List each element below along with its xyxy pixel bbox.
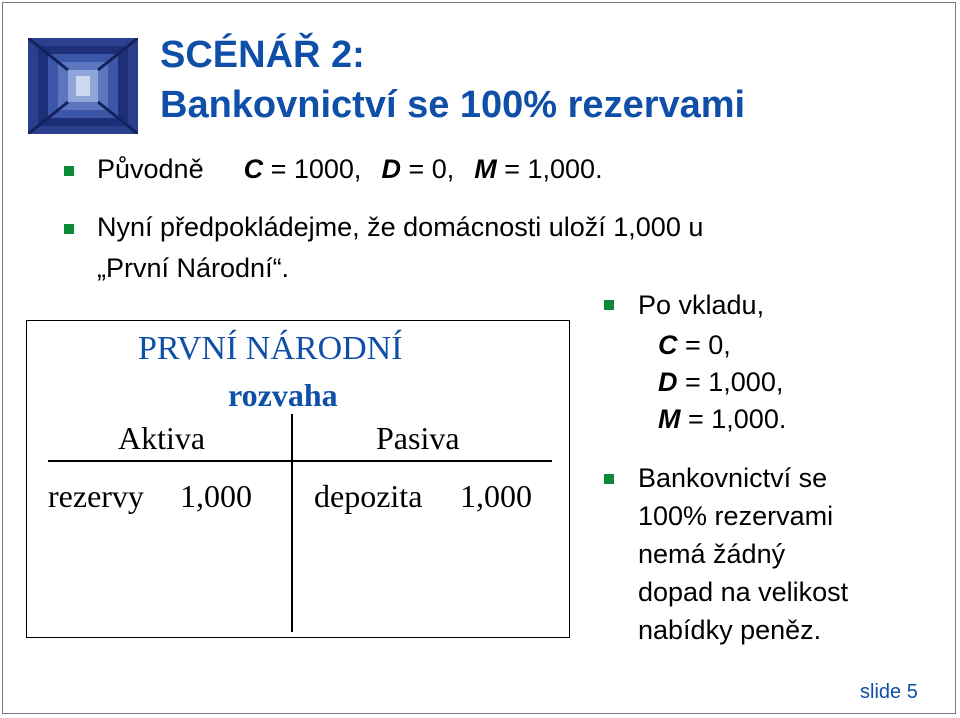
c-value: = 1000, — [263, 154, 362, 184]
d-value: = 1,000, — [677, 367, 784, 397]
d-value: = 0, — [400, 154, 455, 184]
asset-value: 1,000 — [180, 478, 252, 514]
bullet-deposit-line1: Nyní předpokládejme, že domácnosti uloží 1,000 u — [97, 212, 704, 242]
slide-title-line2: Bankovnictví se 100% rezervami — [160, 84, 746, 126]
conclusion-line: dopad na velikost — [638, 577, 849, 607]
d-symbol: D — [381, 154, 401, 184]
conclusion-line: 100% rezervami — [638, 501, 834, 531]
asset-item: rezervy — [48, 478, 144, 514]
m-value: = 1,000. — [496, 154, 603, 184]
square-bullet-icon — [64, 166, 74, 176]
d-symbol: D — [658, 367, 678, 397]
square-bullet-icon — [604, 300, 614, 310]
after-deposit-m — [658, 404, 786, 435]
initial-label: Původně — [97, 154, 204, 184]
liabilities-header: Pasiva — [376, 420, 460, 456]
after-deposit-heading: Po vkladu, — [638, 290, 765, 320]
bank-name: PRVNÍ NÁRODNÍ — [138, 330, 403, 367]
tunnel-logo-image — [28, 38, 138, 134]
t-account-vertical-line — [291, 414, 293, 632]
conclusion-line: Bankovnictví se — [638, 463, 828, 493]
bullet-initial — [97, 154, 603, 185]
after-deposit-d — [658, 367, 783, 398]
c-symbol: C — [243, 154, 264, 184]
liability-item: depozita — [314, 478, 423, 514]
m-symbol: M — [474, 154, 497, 184]
slide-title-line1: SCÉNÁŘ 2: — [160, 34, 365, 76]
balance-sheet-label: rozvaha — [228, 377, 338, 413]
conclusion-line: nabídky peněz. — [638, 615, 822, 645]
square-bullet-icon — [604, 474, 614, 484]
m-symbol: M — [658, 404, 681, 434]
square-bullet-icon — [64, 224, 74, 234]
after-deposit-c — [658, 330, 731, 361]
assets-header: Aktiva — [118, 420, 206, 456]
c-symbol: C — [658, 330, 678, 360]
c-value: = 0, — [677, 330, 731, 360]
m-value: = 1,000. — [680, 404, 787, 434]
liability-value: 1,000 — [460, 478, 532, 514]
conclusion-line: nemá žádný — [638, 539, 786, 569]
bullet-deposit-line2: „První Národní“. — [97, 253, 290, 283]
t-account-horizontal-line — [48, 460, 552, 462]
slide-number: slide 5 — [860, 681, 918, 703]
